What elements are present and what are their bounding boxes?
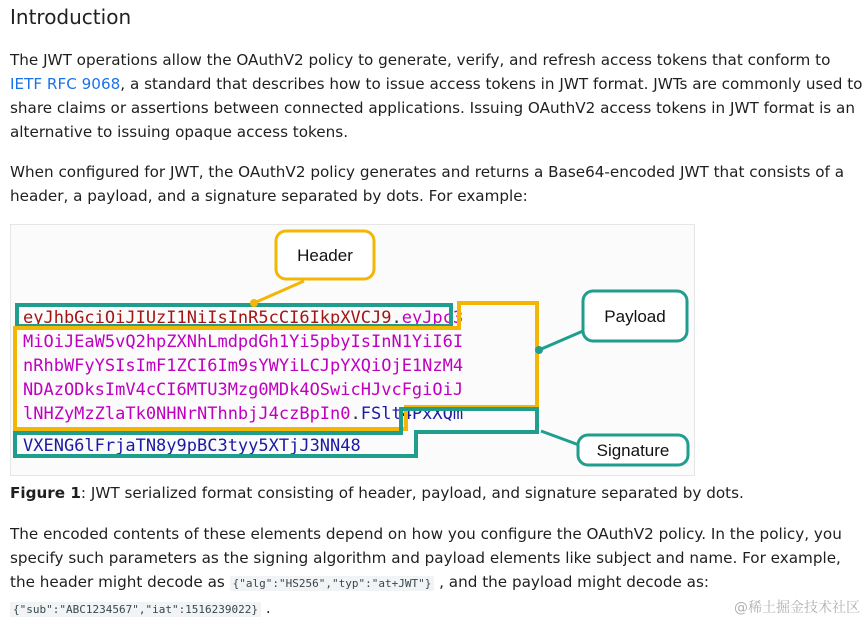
token-line-1-payload: eyJpc3	[401, 308, 464, 328]
payload-connector-dot	[535, 346, 543, 354]
token-line-4: NDAzODksImV4cCI6MTU3Mzg0MDk4OSwicHJvcFgiOiJ	[23, 380, 464, 400]
token-line-1-header: eyJhbGciOiJIUzI1NiIsInR5cCI6IkpXVCJ9	[23, 308, 392, 328]
token-line-5-payload: lNHZyMzZlaTk0NHNrNThnbjJ4czBpIn0	[23, 404, 351, 424]
intro-paragraph	[10, 48, 866, 144]
signature-connector	[541, 431, 579, 445]
decode-text-1: The encoded contents of these elements depend on how you configure the OAuthV2 policy. In the policy, you specify such parameters as the signing algorithm and payload elements like subject and name. For example, the header might decode as	[10, 525, 842, 591]
rfc-link[interactable]: IETF RFC 9068	[10, 75, 121, 93]
site-watermark: @稀土掘金技术社区	[734, 600, 860, 616]
token-line-6: VXENG6lFrjaTN8y9pBC3tyy5XTjJ3NN48	[23, 436, 361, 456]
header-connector	[254, 281, 304, 303]
page-heading: Introduction	[10, 5, 132, 29]
token-line-5	[23, 404, 463, 424]
figure-label: Figure 1	[10, 484, 81, 502]
token-line-5-signature: FSlt4PxXQm	[360, 404, 464, 424]
decode-text-2: , and the payload might decode as:	[434, 573, 710, 591]
intro-text-start: The JWT operations allow the OAuthV2 policy to generate, verify, and refresh access tokens that conform to	[10, 51, 831, 69]
decode-text-3: .	[261, 599, 271, 617]
jwt-figure	[10, 224, 695, 476]
figure-caption	[10, 481, 744, 505]
signature-callout-label: Signature	[596, 441, 670, 460]
header-connector-dot	[250, 299, 258, 307]
payload-connector	[539, 331, 583, 350]
intro-text-end: , a standard that describes how to issue access tokens in JWT format. JWTs are commonly used to share claims or assertions between connected applications. Issuing OAuthV2 access tokens in JWT format is an alternative to issuing opaque access tokens.	[10, 75, 863, 141]
token-line-3: nRhbWFyYSIsImF1ZCI6Im9sYWYiLCJpYXQiOjE1NzM4	[23, 356, 464, 376]
header-callout-label: Header	[297, 246, 353, 265]
jwt-diagram	[11, 225, 694, 475]
decode-paragraph	[10, 522, 858, 622]
payload-callout-label: Payload	[604, 307, 666, 326]
configured-paragraph: When configured for JWT, the OAuthV2 policy generates and returns a Base64-encoded JWT that consists of a header, a payload, and a signature separated by dots. For example:	[10, 163, 845, 205]
token-dot-1: .	[391, 308, 402, 328]
figure-caption-text: : JWT serialized format consisting of header, payload, and signature separated by dots.	[80, 484, 744, 502]
token-dot-2: .	[350, 404, 361, 424]
header-decoded-code: {"alg":"HS256","typ":"at+JWT"}	[230, 576, 435, 591]
payload-decoded-code: {"sub":"ABC1234567","iat":1516239022}	[10, 602, 261, 617]
token-line-2: MiOiJEaW5vQ2hpZXNhLmdpdGh1Yi5pbyIsInN1YiI6I	[23, 332, 464, 352]
